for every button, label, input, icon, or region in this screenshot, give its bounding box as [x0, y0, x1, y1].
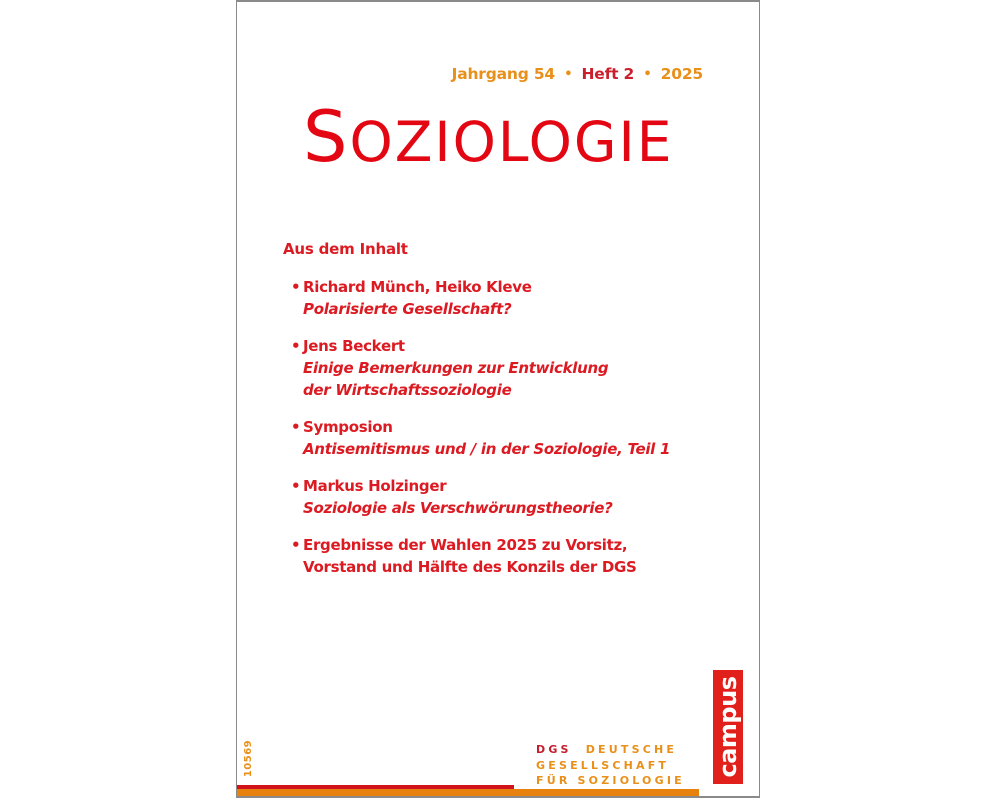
orange-accent-bar [237, 789, 699, 798]
society-name-1: DEUTSCHE [585, 743, 678, 756]
title-initial: S [303, 96, 350, 178]
issue-year: 2025 [660, 65, 703, 83]
contents-entry [283, 475, 670, 519]
edition-number-text: 10569 [243, 739, 255, 778]
separator-dot: • [564, 67, 573, 82]
entry-author: Jens Beckert [303, 337, 405, 355]
society-name-3: FÜR SOZIOLOGIE [536, 774, 685, 787]
bullet-icon: • [291, 337, 301, 355]
bullet-icon: • [291, 278, 301, 296]
entry-title: Einige Bemerkungen zur Entwicklung [303, 359, 609, 377]
edition-number [243, 739, 257, 779]
bullet-icon: • [291, 477, 301, 495]
separator-dot: • [643, 67, 652, 82]
society-line-1 [536, 742, 685, 758]
entry-text: Ergebnisse der Wahlen 2025 zu Vorsitz, [303, 536, 628, 554]
contents-heading: Aus dem Inhalt [283, 240, 408, 258]
entry-title-continued: der Wirtschaftssoziologie [303, 381, 512, 399]
society-logo [536, 742, 685, 789]
entry-author: Markus Holzinger [303, 477, 447, 495]
entry-title: Antisemitismus und / in der Soziologie, Teil 1 [303, 440, 671, 458]
entry-title: Polarisierte Gesellschaft? [303, 300, 512, 318]
entry-title: Soziologie als Verschwörungstheorie? [303, 499, 613, 517]
table-of-contents [283, 238, 670, 593]
entry-author: Symposion [303, 418, 393, 436]
contents-entry [283, 534, 670, 578]
journal-title [303, 96, 674, 178]
publisher-name: campus [714, 676, 742, 778]
entry-author: Richard Münch, Heiko Kleve [303, 278, 532, 296]
society-name-2: GESELLSCHAFT [536, 758, 670, 772]
volume-label: Jahrgang 54 [451, 65, 555, 83]
bullet-icon: • [291, 418, 301, 436]
contents-entry [283, 276, 670, 320]
entry-text-continued: Vorstand und Hälfte des Konzils der DGS [303, 558, 637, 576]
title-rest: OZIOLOGIE [349, 110, 674, 174]
contents-entry [283, 416, 670, 460]
issue-number: Heft 2 [581, 65, 635, 83]
contents-entry [283, 335, 670, 401]
journal-cover [236, 0, 760, 798]
society-abbr: DGS [536, 743, 572, 756]
issue-info [452, 65, 703, 83]
publisher-logo [713, 670, 743, 784]
bullet-icon: • [291, 536, 301, 554]
